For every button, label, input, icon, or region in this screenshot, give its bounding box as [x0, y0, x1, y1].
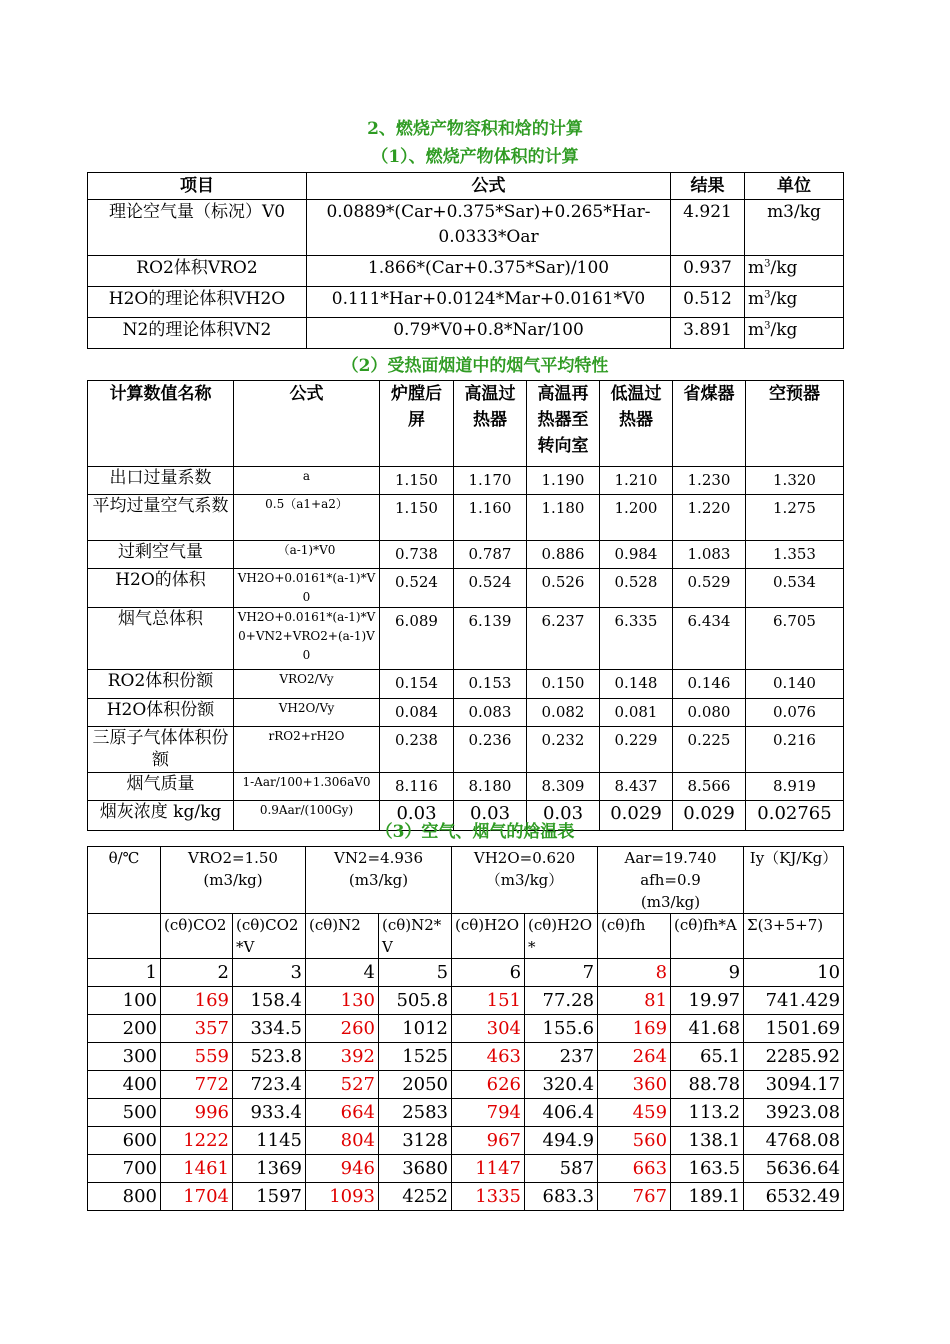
value-cell: 0.082 [527, 699, 600, 727]
value-cell: 967 [452, 1127, 525, 1155]
value-cell: 400 [88, 1071, 161, 1099]
table-header-row [88, 381, 844, 467]
value-cell: 8.309 [527, 773, 600, 801]
result-cell: 3.891 [671, 318, 745, 349]
value-cell: 6.089 [380, 608, 454, 670]
value-cell: 5 [379, 959, 452, 987]
value-cell: 0.216 [746, 727, 844, 773]
value-cell: 0.232 [527, 727, 600, 773]
value-cell: 304 [452, 1015, 525, 1043]
value-cell: 138.1 [671, 1127, 744, 1155]
item-cell: RO2体积VRO2 [88, 256, 307, 287]
value-cell: 169 [161, 987, 233, 1015]
value-cell: 8.116 [380, 773, 454, 801]
sub-header: (cθ)fh [598, 914, 671, 959]
value-cell: 1093 [306, 1183, 379, 1211]
value-cell: 0.524 [380, 569, 454, 608]
sub-header: (cθ)N2 [306, 914, 379, 959]
value-cell: 0.154 [380, 670, 454, 699]
table-row [88, 987, 844, 1015]
value-cell: 800 [88, 1183, 161, 1211]
value-cell: 6.705 [746, 608, 844, 670]
value-cell: 0.080 [673, 699, 746, 727]
value-cell: 600 [88, 1127, 161, 1155]
value-cell: 6.335 [600, 608, 673, 670]
vro2-header: VRO2=1.50 (m3/kg) [161, 847, 306, 914]
header-air-preheater: 空预器 [746, 381, 844, 467]
value-cell: 772 [161, 1071, 233, 1099]
value-cell: 626 [452, 1071, 525, 1099]
value-cell: 527 [306, 1071, 379, 1099]
unit-cell: $m^3/kg$ [745, 256, 844, 287]
value-cell: 3680 [379, 1155, 452, 1183]
value-cell: 0.528 [600, 569, 673, 608]
table-row [88, 1183, 844, 1211]
value-cell: 1.275 [746, 495, 844, 541]
value-cell: 1.353 [746, 541, 844, 569]
table-row [88, 287, 844, 318]
value-cell: 1012 [379, 1015, 452, 1043]
value-cell: 200 [88, 1015, 161, 1043]
table-row [88, 256, 844, 287]
header-lt-superheater: 低温过热器 [600, 381, 673, 467]
table-row [88, 1127, 844, 1155]
value-cell: 8.437 [600, 773, 673, 801]
result-cell: 4.921 [671, 200, 745, 256]
value-cell: 88.78 [671, 1071, 744, 1099]
formula-cell: a [234, 467, 380, 495]
value-cell: 0.140 [746, 670, 844, 699]
row-name-cell: 过剩空气量 [88, 541, 234, 569]
value-cell: 1525 [379, 1043, 452, 1071]
value-cell: 1335 [452, 1183, 525, 1211]
value-cell: 0.148 [600, 670, 673, 699]
value-cell: 664 [306, 1099, 379, 1127]
value-cell: 1222 [161, 1127, 233, 1155]
header-economizer: 省煤器 [673, 381, 746, 467]
value-cell: 0.029 [673, 801, 746, 831]
table-row [88, 1015, 844, 1043]
value-cell: 2583 [379, 1099, 452, 1127]
header-ht-superheater: 高温过热器 [454, 381, 527, 467]
item-cell: H2O的理论体积VH2O [88, 287, 307, 318]
value-cell: 264 [598, 1043, 671, 1071]
value-cell: 946 [306, 1155, 379, 1183]
value-cell: 4768.08 [744, 1127, 844, 1155]
header-item: 项目 [88, 173, 307, 200]
value-cell: 0.03 [527, 801, 600, 831]
value-cell: 3923.08 [744, 1099, 844, 1127]
formula-cell: 0.0889*(Car+0.375*Sar)+0.265*Har-0.0333*Oar [307, 200, 671, 256]
value-cell: 1 [88, 959, 161, 987]
table-row [88, 1155, 844, 1183]
table-row [88, 608, 844, 670]
value-cell: 0.03 [380, 801, 454, 831]
formula-cell: VRO2/Vy [234, 670, 380, 699]
value-cell: 65.1 [671, 1043, 744, 1071]
sub-header: (cθ)H2O* [525, 914, 598, 959]
table-row [88, 541, 844, 569]
value-cell: 6 [452, 959, 525, 987]
value-cell: 8.919 [746, 773, 844, 801]
value-cell: 0.738 [380, 541, 454, 569]
table-row [88, 670, 844, 699]
value-cell: 0.081 [600, 699, 673, 727]
unit-cell: $m^3/kg$ [745, 318, 844, 349]
table-header-row [88, 173, 844, 200]
header-formula: 公式 [234, 381, 380, 467]
value-cell: 1.160 [454, 495, 527, 541]
value-cell: 8 [598, 959, 671, 987]
value-cell: 77.28 [525, 987, 598, 1015]
value-cell: 700 [88, 1155, 161, 1183]
value-cell: 0.229 [600, 727, 673, 773]
value-cell: 189.1 [671, 1183, 744, 1211]
value-cell: 463 [452, 1043, 525, 1071]
value-cell: 0.236 [454, 727, 527, 773]
value-cell: 300 [88, 1043, 161, 1071]
row-name-cell: RO2体积份额 [88, 670, 234, 699]
value-cell: 3 [233, 959, 306, 987]
value-cell: 996 [161, 1099, 233, 1127]
row-name-cell: 烟气总体积 [88, 608, 234, 670]
theta-header: θ/℃ [88, 847, 161, 914]
value-cell: 0.524 [454, 569, 527, 608]
ash-header: Aar=19.740 afh=0.9 (m3/kg) [598, 847, 744, 914]
value-cell: 334.5 [233, 1015, 306, 1043]
row-name-cell: H2O体积份额 [88, 699, 234, 727]
iy-header: Iy（KJ/Kg） [744, 847, 844, 914]
value-cell: 683.3 [525, 1183, 598, 1211]
value-cell: 494.9 [525, 1127, 598, 1155]
value-cell: 0.984 [600, 541, 673, 569]
value-cell: 1147 [452, 1155, 525, 1183]
value-cell: 155.6 [525, 1015, 598, 1043]
table-row [88, 200, 844, 256]
value-cell: 559 [161, 1043, 233, 1071]
formula-cell: 1-Aar/100+1.306aV0 [234, 773, 380, 801]
value-cell: 0.03 [454, 801, 527, 831]
formula-cell: （a-1)*V0 [234, 541, 380, 569]
table-group-header-row [88, 847, 844, 914]
value-cell: 1.170 [454, 467, 527, 495]
value-cell: 0.153 [454, 670, 527, 699]
value-cell: 1.230 [673, 467, 746, 495]
value-cell: 237 [525, 1043, 598, 1071]
header-result: 结果 [671, 173, 745, 200]
row-name-cell: 三原子气体体积份额 [88, 727, 234, 773]
empty-cell [88, 914, 161, 959]
value-cell: 151 [452, 987, 525, 1015]
value-cell: 5636.64 [744, 1155, 844, 1183]
value-cell: 41.68 [671, 1015, 744, 1043]
table-row [88, 495, 844, 541]
value-cell: 1.083 [673, 541, 746, 569]
value-cell: 523.8 [233, 1043, 306, 1071]
value-cell: 1501.69 [744, 1015, 844, 1043]
value-cell: 130 [306, 987, 379, 1015]
formula-cell: 0.111*Har+0.0124*Mar+0.0161*V0 [307, 287, 671, 318]
combustion-volume-table [87, 172, 844, 349]
section1-title: （1）、燃烧产物体积的计算 [371, 147, 579, 167]
formula-cell: rRO2+rH2O [234, 727, 380, 773]
unit-cell: m3/kg [745, 200, 844, 256]
unit-cell: $m^3/kg$ [745, 287, 844, 318]
value-cell: 0.146 [673, 670, 746, 699]
value-cell: 505.8 [379, 987, 452, 1015]
value-cell: 4252 [379, 1183, 452, 1211]
value-cell: 459 [598, 1099, 671, 1127]
section3-title: （3）空气、烟气的焓温表 [375, 822, 575, 842]
value-cell: 0.787 [454, 541, 527, 569]
value-cell: 723.4 [233, 1071, 306, 1099]
value-cell: 6.434 [673, 608, 746, 670]
formula-cell: VH2O+0.0161*(a-1)*V0 [234, 569, 380, 608]
table-row [88, 727, 844, 773]
value-cell: 0.238 [380, 727, 454, 773]
value-cell: 3128 [379, 1127, 452, 1155]
value-cell: 113.2 [671, 1099, 744, 1127]
header-name: 计算数值名称 [88, 381, 234, 467]
value-cell: 0.529 [673, 569, 746, 608]
value-cell: 1.150 [380, 467, 454, 495]
value-cell: 741.429 [744, 987, 844, 1015]
value-cell: 804 [306, 1127, 379, 1155]
formula-cell: 0.79*V0+0.8*Nar/100 [307, 318, 671, 349]
table-row [88, 318, 844, 349]
value-cell: 0.886 [527, 541, 600, 569]
formula-cell: 0.9Aar/(100Gy) [234, 801, 380, 831]
value-cell: 4 [306, 959, 379, 987]
value-cell: 1.220 [673, 495, 746, 541]
value-cell: 0.029 [600, 801, 673, 831]
value-cell: 0.534 [746, 569, 844, 608]
value-cell: 8.180 [454, 773, 527, 801]
formula-cell: VH2O+0.0161*(a-1)*V0+VN2+VRO2+(a-1)V0 [234, 608, 380, 670]
value-cell: 81 [598, 987, 671, 1015]
value-cell: 100 [88, 987, 161, 1015]
row-name-cell: 出口过量系数 [88, 467, 234, 495]
value-cell: 794 [452, 1099, 525, 1127]
header-formula: 公式 [307, 173, 671, 200]
value-cell: 0.084 [380, 699, 454, 727]
value-cell: 6.237 [527, 608, 600, 670]
sub-header: (cθ)fh*A [671, 914, 744, 959]
value-cell: 1369 [233, 1155, 306, 1183]
formula-cell: 1.866*(Car+0.375*Sar)/100 [307, 256, 671, 287]
value-cell: 8.566 [673, 773, 746, 801]
item-cell: N2的理论体积VN2 [88, 318, 307, 349]
table-sub-header-row [88, 914, 844, 959]
flue-gas-characteristics-table [87, 380, 844, 831]
value-cell: 1.150 [380, 495, 454, 541]
value-cell: 1597 [233, 1183, 306, 1211]
value-cell: 500 [88, 1099, 161, 1127]
value-cell: 1.210 [600, 467, 673, 495]
column-number-row [88, 959, 844, 987]
result-cell: 0.512 [671, 287, 745, 318]
value-cell: 2285.92 [744, 1043, 844, 1071]
value-cell: 6.139 [454, 608, 527, 670]
table-row [88, 569, 844, 608]
value-cell: 260 [306, 1015, 379, 1043]
sub-header: (cθ)H2O [452, 914, 525, 959]
value-cell: 0.02765 [746, 801, 844, 831]
vn2-header: VN2=4.936 (m3/kg) [306, 847, 452, 914]
value-cell: 0.076 [746, 699, 844, 727]
value-cell: 158.4 [233, 987, 306, 1015]
value-cell: 406.4 [525, 1099, 598, 1127]
item-cell: 理论空气量（标况）V0 [88, 200, 307, 256]
row-name-cell: H2O的体积 [88, 569, 234, 608]
value-cell: 1145 [233, 1127, 306, 1155]
table-row [88, 1071, 844, 1099]
value-cell: 0.150 [527, 670, 600, 699]
table-row [88, 1099, 844, 1127]
enthalpy-temperature-table [87, 846, 844, 1211]
value-cell: 0.225 [673, 727, 746, 773]
value-cell: 933.4 [233, 1099, 306, 1127]
vh2o-header: VH2O=0.620 （m3/kg） [452, 847, 598, 914]
main-title: 2、燃烧产物容积和焓的计算 [367, 119, 583, 139]
value-cell: 1704 [161, 1183, 233, 1211]
value-cell: 0.083 [454, 699, 527, 727]
header-furnace-platen: 炉膛后屏 [380, 381, 454, 467]
sub-header: (cθ)CO2*V [233, 914, 306, 959]
row-name-cell: 烟灰浓度 kg/kg [88, 801, 234, 831]
value-cell: 320.4 [525, 1071, 598, 1099]
section2-title: （2）受热面烟道中的烟气平均特性 [341, 356, 609, 376]
value-cell: 19.97 [671, 987, 744, 1015]
table-row [88, 773, 844, 801]
sub-header: Σ(3+5+7) [744, 914, 844, 959]
value-cell: 1.320 [746, 467, 844, 495]
sub-header: (cθ)N2*V [379, 914, 452, 959]
value-cell: 1461 [161, 1155, 233, 1183]
value-cell: 2050 [379, 1071, 452, 1099]
value-cell: 163.5 [671, 1155, 744, 1183]
formula-cell: VH2O/Vy [234, 699, 380, 727]
table-row [88, 1043, 844, 1071]
value-cell: 0.526 [527, 569, 600, 608]
header-unit: 单位 [745, 173, 844, 200]
value-cell: 169 [598, 1015, 671, 1043]
value-cell: 1.180 [527, 495, 600, 541]
sub-header: (cθ)CO2 [161, 914, 233, 959]
value-cell: 587 [525, 1155, 598, 1183]
value-cell: 392 [306, 1043, 379, 1071]
value-cell: 1.200 [600, 495, 673, 541]
value-cell: 10 [744, 959, 844, 987]
value-cell: 767 [598, 1183, 671, 1211]
value-cell: 7 [525, 959, 598, 987]
result-cell: 0.937 [671, 256, 745, 287]
value-cell: 6532.49 [744, 1183, 844, 1211]
value-cell: 360 [598, 1071, 671, 1099]
value-cell: 9 [671, 959, 744, 987]
value-cell: 3094.17 [744, 1071, 844, 1099]
row-name-cell: 平均过量空气系数 [88, 495, 234, 541]
value-cell: 560 [598, 1127, 671, 1155]
row-name-cell: 烟气质量 [88, 773, 234, 801]
value-cell: 357 [161, 1015, 233, 1043]
value-cell: 1.190 [527, 467, 600, 495]
table-row [88, 699, 844, 727]
value-cell: 663 [598, 1155, 671, 1183]
formula-cell: 0.5（a1+a2） [234, 495, 380, 541]
value-cell: 2 [161, 959, 233, 987]
header-ht-reheater: 高温再热器至转向室 [527, 381, 600, 467]
table-row [88, 467, 844, 495]
